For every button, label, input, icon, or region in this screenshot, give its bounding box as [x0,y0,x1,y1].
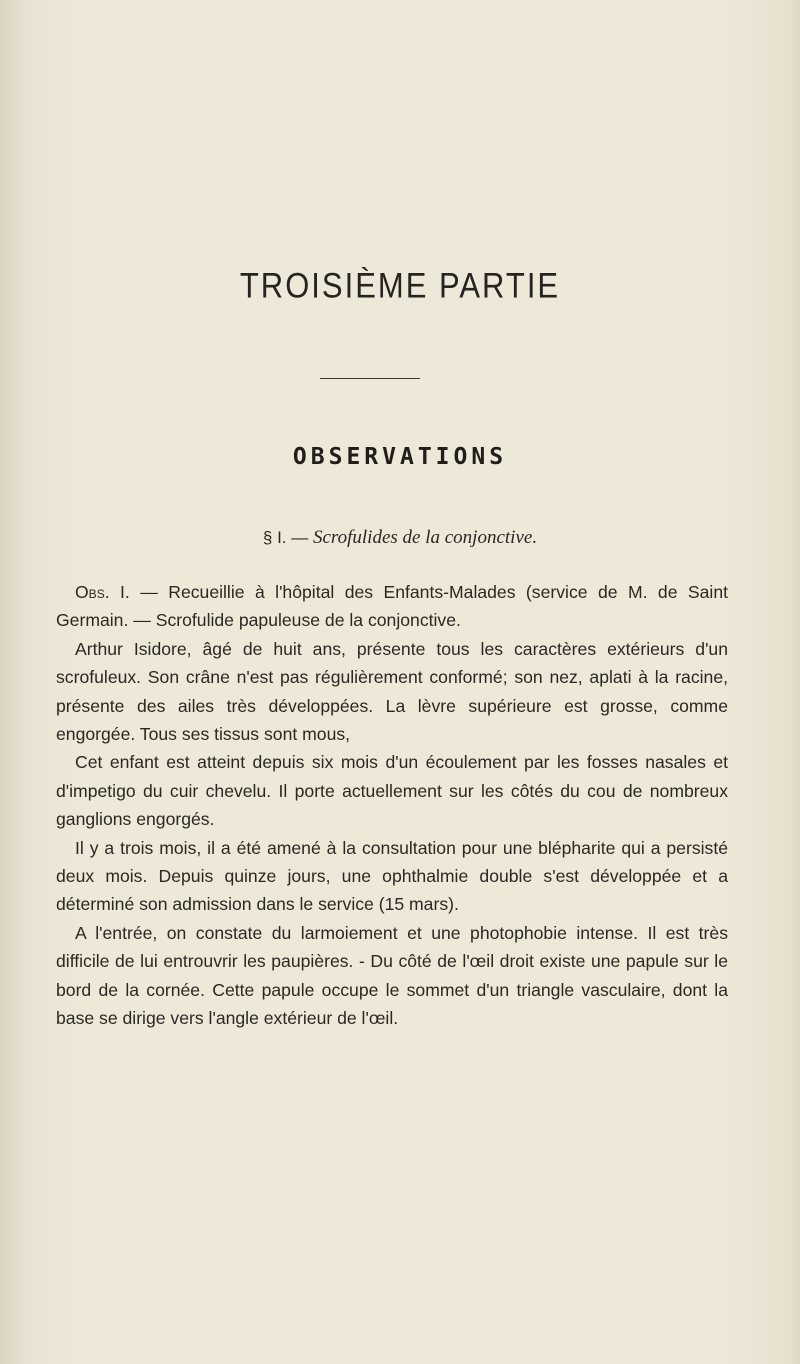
paragraph: Cet enfant est atteint depuis six mois d'un écoulement par les fosses nasales et d'impetigo du cuir chevelu. Il porte actuellement sur les côtés du cou de nombreux ganglions engorgés. [56,752,728,830]
paragraph-obs-intro [56,578,728,635]
paragraph-text: Recueillie à l'hôpital des Enfants-Malades (service de M. de Saint Germain. — Scrofulide papuleuse de la conjonctive. [56,582,729,631]
section-heading [0,527,800,549]
section-title: Scrofulides de la conjonctive. [313,527,538,548]
body-text [56,578,728,1033]
paragraph: Il y a trois mois, il a été amené à la consultation pour une blépharite qui a persisté deux mois. Depuis quinze jours, une ophthalmie double s'est développée et a déterminé son admission dans le service (15 mars). [56,837,728,915]
part-title: TROISIÈME PARTIE [239,265,561,306]
title-divider [320,378,420,379]
paragraph: Arthur Isidore, âgé de huit ans, présente tous les caractères extérieurs d'un scrofuleux. Son crâne n'est pas régulièrement conformé; son nez, aplati à la racine, présente des ailes très développées. La lèvre supérieure est grosse, comme engorgée. Tous ses tissus sont mous, [56,638,728,745]
paragraph: A l'entrée, on constate du larmoiement et une photophobie intense. Il est très difficile de lui entrouvrir les paupières. - Du côté de l'œil droit existe une papule sur le bord de la cornée. Cette papule occupe le sommet d'un triangle vasculaire, dont la base se dirige vers l'angle extérieur de l'œil. [56,922,728,1029]
obs-label: Obs. I. — [75,582,158,602]
observations-heading: OBSERVATIONS [292,444,508,470]
section-number: § I. — [262,528,309,547]
